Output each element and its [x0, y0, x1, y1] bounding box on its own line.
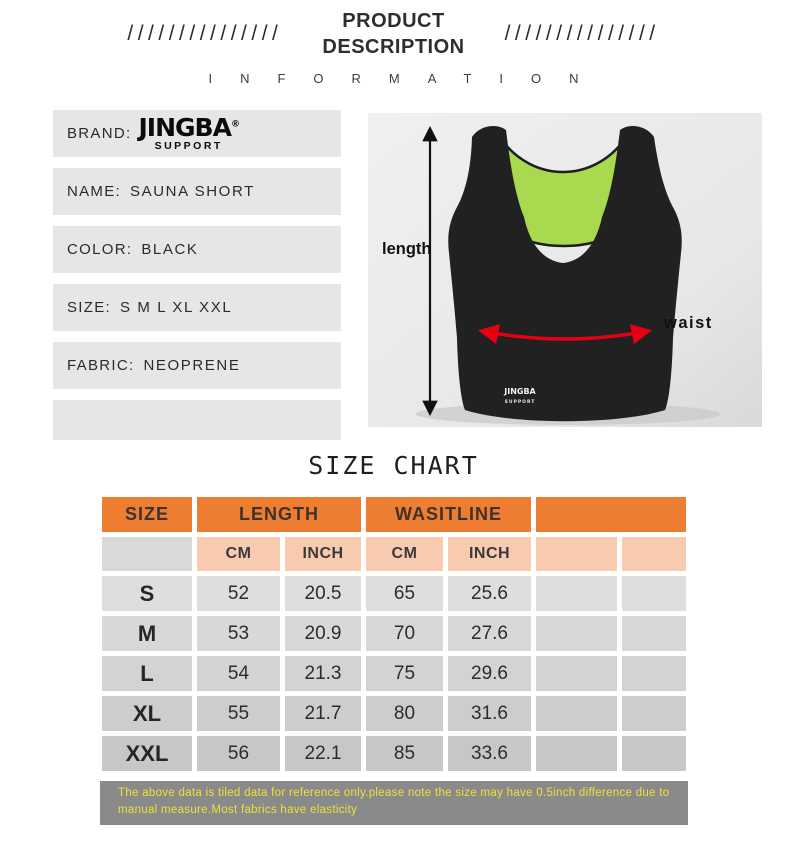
- size-row-l: [102, 656, 686, 691]
- size-note-line2: manual measure.Most fabrics have elasticity: [118, 804, 358, 817]
- product-photo: [368, 113, 762, 427]
- subheader-waist-inch: INCH: [448, 537, 531, 571]
- size-label-cell: XXL: [102, 736, 192, 771]
- vest-logo-text: JINGBA: [504, 387, 536, 396]
- length-cm-cell: 55: [197, 696, 280, 731]
- fabric-value: NEOPRENE: [143, 357, 241, 374]
- decor-slashes-left: ///////////////: [127, 22, 283, 45]
- table-subheader-row: [102, 537, 686, 571]
- size-note-line1: The above data is tiled data for reference only.please note the size may have 0.5inch difference due to: [118, 787, 670, 799]
- info-panel: [53, 110, 341, 440]
- subheader-blank-cell: [102, 537, 192, 571]
- size-label-cell: L: [102, 656, 192, 691]
- subheader-length-inch: INCH: [285, 537, 361, 571]
- info-box-color: [53, 226, 341, 273]
- empty-cell: [622, 616, 686, 651]
- brand-name: JINGBA®: [138, 113, 239, 143]
- page-title-line1: PRODUCT: [342, 10, 445, 32]
- column-header-blank: [536, 497, 686, 532]
- size-chart-title: SIZE CHART: [308, 451, 479, 480]
- length-inch-cell: 21.7: [285, 696, 361, 731]
- page-title-line2: DESCRIPTION: [322, 36, 465, 58]
- name-value: SAUNA SHORT: [130, 183, 255, 200]
- length-cm-cell: 56: [197, 736, 280, 771]
- size-row-m: [102, 616, 686, 651]
- waist-inch-cell: 27.6: [448, 616, 531, 651]
- size-value: S M L XL XXL: [120, 299, 233, 316]
- jingba-logo: [138, 115, 238, 152]
- size-chart-table: [97, 492, 691, 776]
- column-header-size: SIZE: [102, 497, 192, 532]
- waist-cm-cell: 80: [366, 696, 443, 731]
- subheader-blank-peach-1: [536, 537, 617, 571]
- color-label: COLOR:: [67, 241, 133, 258]
- info-box-empty: [53, 400, 341, 440]
- size-label-cell: M: [102, 616, 192, 651]
- info-box-size: [53, 284, 341, 331]
- subheader-length-cm: CM: [197, 537, 280, 571]
- registered-mark-icon: ®: [230, 119, 239, 130]
- fabric-label: FABRIC:: [67, 357, 135, 374]
- waist-inch-cell: 25.6: [448, 576, 531, 611]
- waist-label: waist: [664, 314, 713, 332]
- length-label: length: [382, 240, 432, 258]
- length-inch-cell: 22.1: [285, 736, 361, 771]
- length-inch-cell: 21.3: [285, 656, 361, 691]
- header: [0, 8, 787, 86]
- size-row-xl: [102, 696, 686, 731]
- vest-illustration: [368, 113, 762, 427]
- waist-cm-cell: 70: [366, 616, 443, 651]
- size-row-s: [102, 576, 686, 611]
- brand-subname: SUPPORT: [154, 140, 223, 153]
- brand-label: BRAND:: [67, 125, 132, 142]
- title-row: [0, 8, 787, 60]
- length-cm-cell: 52: [197, 576, 280, 611]
- information-subtitle: INFORMATION: [208, 71, 607, 86]
- empty-cell: [622, 696, 686, 731]
- empty-cell: [536, 576, 617, 611]
- length-cm-cell: 53: [197, 616, 280, 651]
- waist-inch-cell: 31.6: [448, 696, 531, 731]
- size-note: [100, 781, 688, 825]
- empty-cell: [536, 616, 617, 651]
- color-value: BLACK: [141, 241, 199, 258]
- empty-cell: [536, 696, 617, 731]
- waist-cm-cell: 75: [366, 656, 443, 691]
- waist-cm-cell: 65: [366, 576, 443, 611]
- length-inch-cell: 20.5: [285, 576, 361, 611]
- size-row-xxl: [102, 736, 686, 771]
- info-box-fabric: [53, 342, 341, 389]
- length-inch-cell: 20.9: [285, 616, 361, 651]
- decor-slashes-right: ///////////////: [504, 22, 660, 45]
- table-header-row: [102, 497, 686, 532]
- empty-cell: [622, 576, 686, 611]
- info-box-name: [53, 168, 341, 215]
- column-header-waistline: WASITLINE: [366, 497, 531, 532]
- vest-logo-subtext: SUPPORT: [504, 400, 536, 405]
- empty-cell: [622, 656, 686, 691]
- empty-cell: [622, 736, 686, 771]
- waist-inch-cell: 33.6: [448, 736, 531, 771]
- info-box-brand: [53, 110, 341, 157]
- waist-cm-cell: 85: [366, 736, 443, 771]
- empty-cell: [536, 736, 617, 771]
- subheader-blank-peach-2: [622, 537, 686, 571]
- size-label-cell: S: [102, 576, 192, 611]
- empty-cell: [536, 656, 617, 691]
- subheader-waist-cm: CM: [366, 537, 443, 571]
- page-title: [322, 8, 464, 60]
- column-header-length: LENGTH: [197, 497, 361, 532]
- name-label: NAME:: [67, 183, 122, 200]
- size-label: SIZE:: [67, 299, 112, 316]
- size-label-cell: XL: [102, 696, 192, 731]
- waist-inch-cell: 29.6: [448, 656, 531, 691]
- length-cm-cell: 54: [197, 656, 280, 691]
